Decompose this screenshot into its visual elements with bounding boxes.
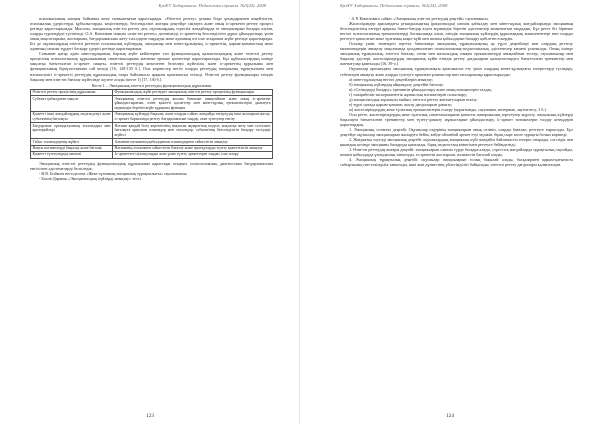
page-number-right: 124 <box>445 413 455 419</box>
paragraph: 2. Жағдаятқа тәуелді эмоциялық деңгейі: оқушылардың эмоциялық күйі жағдайға байланысты өзгеріп отырады, сәтсіздік пен қиындық кезінде эмоцияны басқаруда қиналады, бірақ педагогтың көмегімен реттеуге бейімделеді; <box>340 137 573 148</box>
paragraph: Осы ретте, жасөспірімдердің жеке тұлғалық сипаттамаларына қатысты эмпирикалық зерттеулер жүргізу, эмоциялық күйлерді бақылауға бағытталған тренингтер мен түзету-дамыту жұмыстарын ұйымдастыру, іс-әрекет нәтижелерін талдау кезеңдерін қарастырдық. <box>340 111 573 127</box>
table-row <box>31 123 273 139</box>
paragraph: 4. Эмоциялық тұрақтылық деңгейі: оқушылар эмоцияларын толық бақылай алады, басқалармен қарым-қатынаста сабырлылық пен төзімділік танытады, ішкі жан дүниесінің үйлесімділігі байқалады, өзін-өзі реттеу дағдылары қалыптасқан. <box>340 157 573 168</box>
paragraph: Эмоциялық өзін-өзі реттеудің функционалдық құрылымын қарастыра отырып, психологиялық диагностика бағдарламасына енгізілген әдістемелерді белгіледік: <box>30 160 273 171</box>
table-cell: Алынған нәтиженің қабылданған өлшемдермен сәйкестігін анықтау <box>113 139 273 145</box>
paragraph: Осылар үшін, төмендегі зерттеу бағытында эмоциялық тұрақтылықтың әр түрлі деңгейлері мен олардың реттелу механизмдерін анықтау мақсатында қолданылатын психологиялық-педагогикалық әдістемелер кешені ұсынылды. Оның ішінде эмоциялық тұрақтылық, өзін-өзі бағалау, сенім мен мазасыздық сияқты ерекшеліктерді анықтайтын тестер, сауалнамалар мен бақылау әдістері, жасөспірімдердің эмоциялық күйін өзіндік реттеу дағдыларын қалыптастыруға бағытталған тренингтер мен жаттығулар қамтылды [16, 39-о.]. <box>340 41 573 67</box>
table-cell: Табыс өлшемдерінің жүйесі <box>31 139 113 145</box>
table-cell: Эмоциялық өзін-өзі реттеудің жалпы бағытын анықтайтын және оның іс-әрекетін ұйымдастыратын, өзіне қажетті қасиеттер мен мінез-құлық ерекшеліктерін дамытуға мүмкіндік беретін жүйе құраушы функция <box>114 96 271 110</box>
table-cell: Эмоциялық күйлерді бақылау және оларды сәйкес жағдайда өзгертудің ішкі жоспарын жасау; іс-әрекет барысында реттеу бағдарламасын таңдау, оған түзетулер енгізу <box>114 112 271 122</box>
table-row <box>31 145 273 151</box>
table-cell: Субъект қабылдаған мақсат <box>31 96 113 112</box>
method-list <box>30 171 273 181</box>
paragraph: Оқушылар арасындағы эмоциялық тұрақтылықты қамтамасыз ету үшін олардың мінез-құлықтағы өзгерістерді түсіндіру, себептерін анықтау және оларды түзетуге арналған ұсыныстар мен тапсырмалар қарастырылды: <box>340 66 573 77</box>
table-caption: Кесте 1 – Эмоциялық өзін-өзі реттеудің функционалдық құрылымы <box>91 82 212 88</box>
right-page <box>300 0 600 424</box>
list-item: - Басов-Дарвиш «Эмоционалдық күйлерді анықтау» тесті. <box>39 175 142 181</box>
right-text-column <box>340 16 573 167</box>
table-cell: Қажетті түзетулердің шешімі <box>31 152 113 158</box>
paragraph: 3. Өзін-өзі реттеудің жоғары деңгейі: эмоцияларын саналы түрде басқара алады, стресстік жағдайларда тұрақтылық сақтайды, шешім қабылдауда ұтымдылық танытады, өз әрекетін жоспарлап, нәтижесін бағалай алады; <box>340 147 573 158</box>
page-number-left: 123 <box>145 413 155 419</box>
paragraph: психикасының әмоция бойынша жеке тыныштығын қарастырады. «Өзін-өзі реттеу» ұғымы бізде ұғымдарымен кеңейтілген, психикалық үдерістерді, құбылыстарды, кеңістіктерді, белсенділікті жоғары деңгейде сақтауға және оның іс-әрекетін реттеу процесі ретінде қарастырылады. Мысалы, эмоциялық өзін-өзі реттеу деп, оқушылардың стрестік жағдайларда өз эмоцияларын басқара алуын, оларды түрлендіруі түсініледі. О.А. Конопкин сияқты «өзін-өзі реттеу» дегенімізді, іс-әрекеттің белсенділігін дұрыс ұйымдастыру үшін оның мақсаттарына, жоспарына, бағдарламасына жету тәсілдерін таңдауды жеке адамның өзі іске асыратын жүйе ретінде қарастырады. Біз де оқушылардың өзін-өзі реттеуін психикалық күйлердің, эмоциялар мен мінез-құлықтың, іс-әрекеттің, қарым-қатынастың жеке адамның саналы түрдегі басқару үдерісі ретінде қарастырамыз. <box>30 16 273 52</box>
left-text-column <box>30 16 273 181</box>
paragraph: ж) жасөспірімдердің жеке тұлғалық ерекшеліктерін ескеру (қорытынды, сауалнама, интервью, әңгімелесу, 3 б.). <box>349 106 547 112</box>
paragraph: - А.Ұ.Кемеловаға сәйкес «Эмоциялық өзін-өзі реттеудің деңгейі» сауалнамасы. <box>349 16 489 21</box>
paragraph: е) түрлі ортада қарым-қатынас жасау дағдыларын дамыту; <box>349 101 453 107</box>
table-cell: Нәтиженің эталонмен сәйкестігін бағалау және ауытқуларды түзету қажеттілігін анықтау <box>113 145 273 151</box>
table-row <box>31 96 273 112</box>
table-row <box>31 152 273 158</box>
paragraph: д) эмоционалдық зорлықты тыйып, өзін-өзі реттеу жаттығуларын өткізу; <box>349 96 478 102</box>
paragraph: в) «Сезімдерді басқару» тренингін ұйымдастыру және оның нәтижелерін талдау; <box>349 86 493 92</box>
paragraph: б) эмоциялық күйлердің айқындалу деңгейін бағалау; <box>349 81 444 87</box>
paragraph: Жасөспірімдер арасындағы ұтымдылықтың (рационалды) шешім қабылдау мен мінез-құлық жағдайларында эмоцияның белсенділігінің өзгеруі арқылы бағыт-бағдар алуға мүмкіндік беретін әдістемелер жиынтығын таңдадық. Бұл ретте біз бірнеше негізгі психологиялық ерекшеліктерді басшылыққа алып, өзіндік эмоциялық күйлердің құрылымдық компоненттері мен оларды реттеуге қатысатын жеке тұлғаның көңіл-күйі мен шешім қабылдауын басқару қабілетін ескердік. <box>340 21 573 42</box>
paragraph: а) мінез-құлықтың негізгі деңгейлерін анықтау; <box>349 76 434 82</box>
table-header-cell: Функционалдық жүйе ретіндегі эмоциялық өзін-өзі реттеу процесінің функциялары <box>113 89 273 95</box>
table-cell: Іс-әрекеттегі ауытқуларды жою үшін түзету әрекеттерін таңдап, іске асыру <box>113 152 273 158</box>
table-cell: Бағдарлама орындалуының эталондары мен критерийлері <box>31 123 113 139</box>
running-header-left: ҚазҰУ Хабаршысы. Педагогика сериясы. №3(24). 2008 <box>158 3 266 8</box>
paragraph: г) тәжірибелік-эксперименттік жұмыстың нәтижелерін салыстыру; <box>349 91 468 97</box>
functional-structure-table <box>30 89 273 159</box>
table-cell: Нақты нәтижелерді бақылау және бағалау <box>31 145 113 151</box>
table-cell: Нәтиже қандай болу керектігінің нақтылы ақпараттық моделі; мақсатқа жету мен сәттілікті бағалауға арналған өлшемдер мен эталондар; субъектінің белсенділігін басқару тәсілдері жүйесі <box>114 123 271 138</box>
table-cell: Қажетті ішкі жағдайлардың модельденуі және субъектінің бағалауы <box>32 112 111 122</box>
table-header-row <box>31 89 273 95</box>
paragraph: Сонымен қатар адам мінез-құлқының барлық жүйе кейіптеріне тән функционалдық қалыптасқандық және өзін-өзі реттеу процесінің психологиялық құрылымының сипаттамаларына жататын ерекше қасиеттері қарастырылады. Бұл құбылыстардың ішінде мақсатқа бағытталған іс-әрекет сияқты, өзін-өзі реттеудің жекелеген белгілері жүйелілік және іс-әрекеттің құрылымы мен функциясының біртұтастығына сай келеді [16, 128-135 б.]. Осы көріністер негізі оларды реттеудің эмоциялық тұрақтылығы мен нәтижелілігі іс-әрекетті реттеудің құрылымдық өзара байланысы арқылы қамтамасыз етіледі. Өзін-өзі реттеу функциялары өзіндік бақылау мен өзін-өзі бағалау жүйесінде жүзеге асады (кесте 1) [17, 130 б.]. <box>30 51 273 82</box>
table-row <box>31 112 273 123</box>
running-header-right: ҚазҰУ Хабаршысы. Педагогика сериясы. №3(24). 2008 <box>340 3 448 8</box>
table-header-cell: Өзін-өзі реттеу процесінің құрылымы <box>31 89 113 95</box>
paragraph: 1. Эмоциялық сезімтал деңгейі: Оқушылар өздерінің эмоцияларын анық сезініп, оларды бағалап, реттеуге тырысады. Бұл деңгейде оқушылар эмоцияларын жасыруға бейім, кейде ойланбай әрекет етуі мүмкін, бірақ сырт көзге тұрақты болып көрінеді; <box>340 127 573 138</box>
list-item: - В.В. Бойкоға негізделген «Жеке тұлғаның эмоциялық тұрақтылығы» сауалнамасы; <box>39 170 188 176</box>
